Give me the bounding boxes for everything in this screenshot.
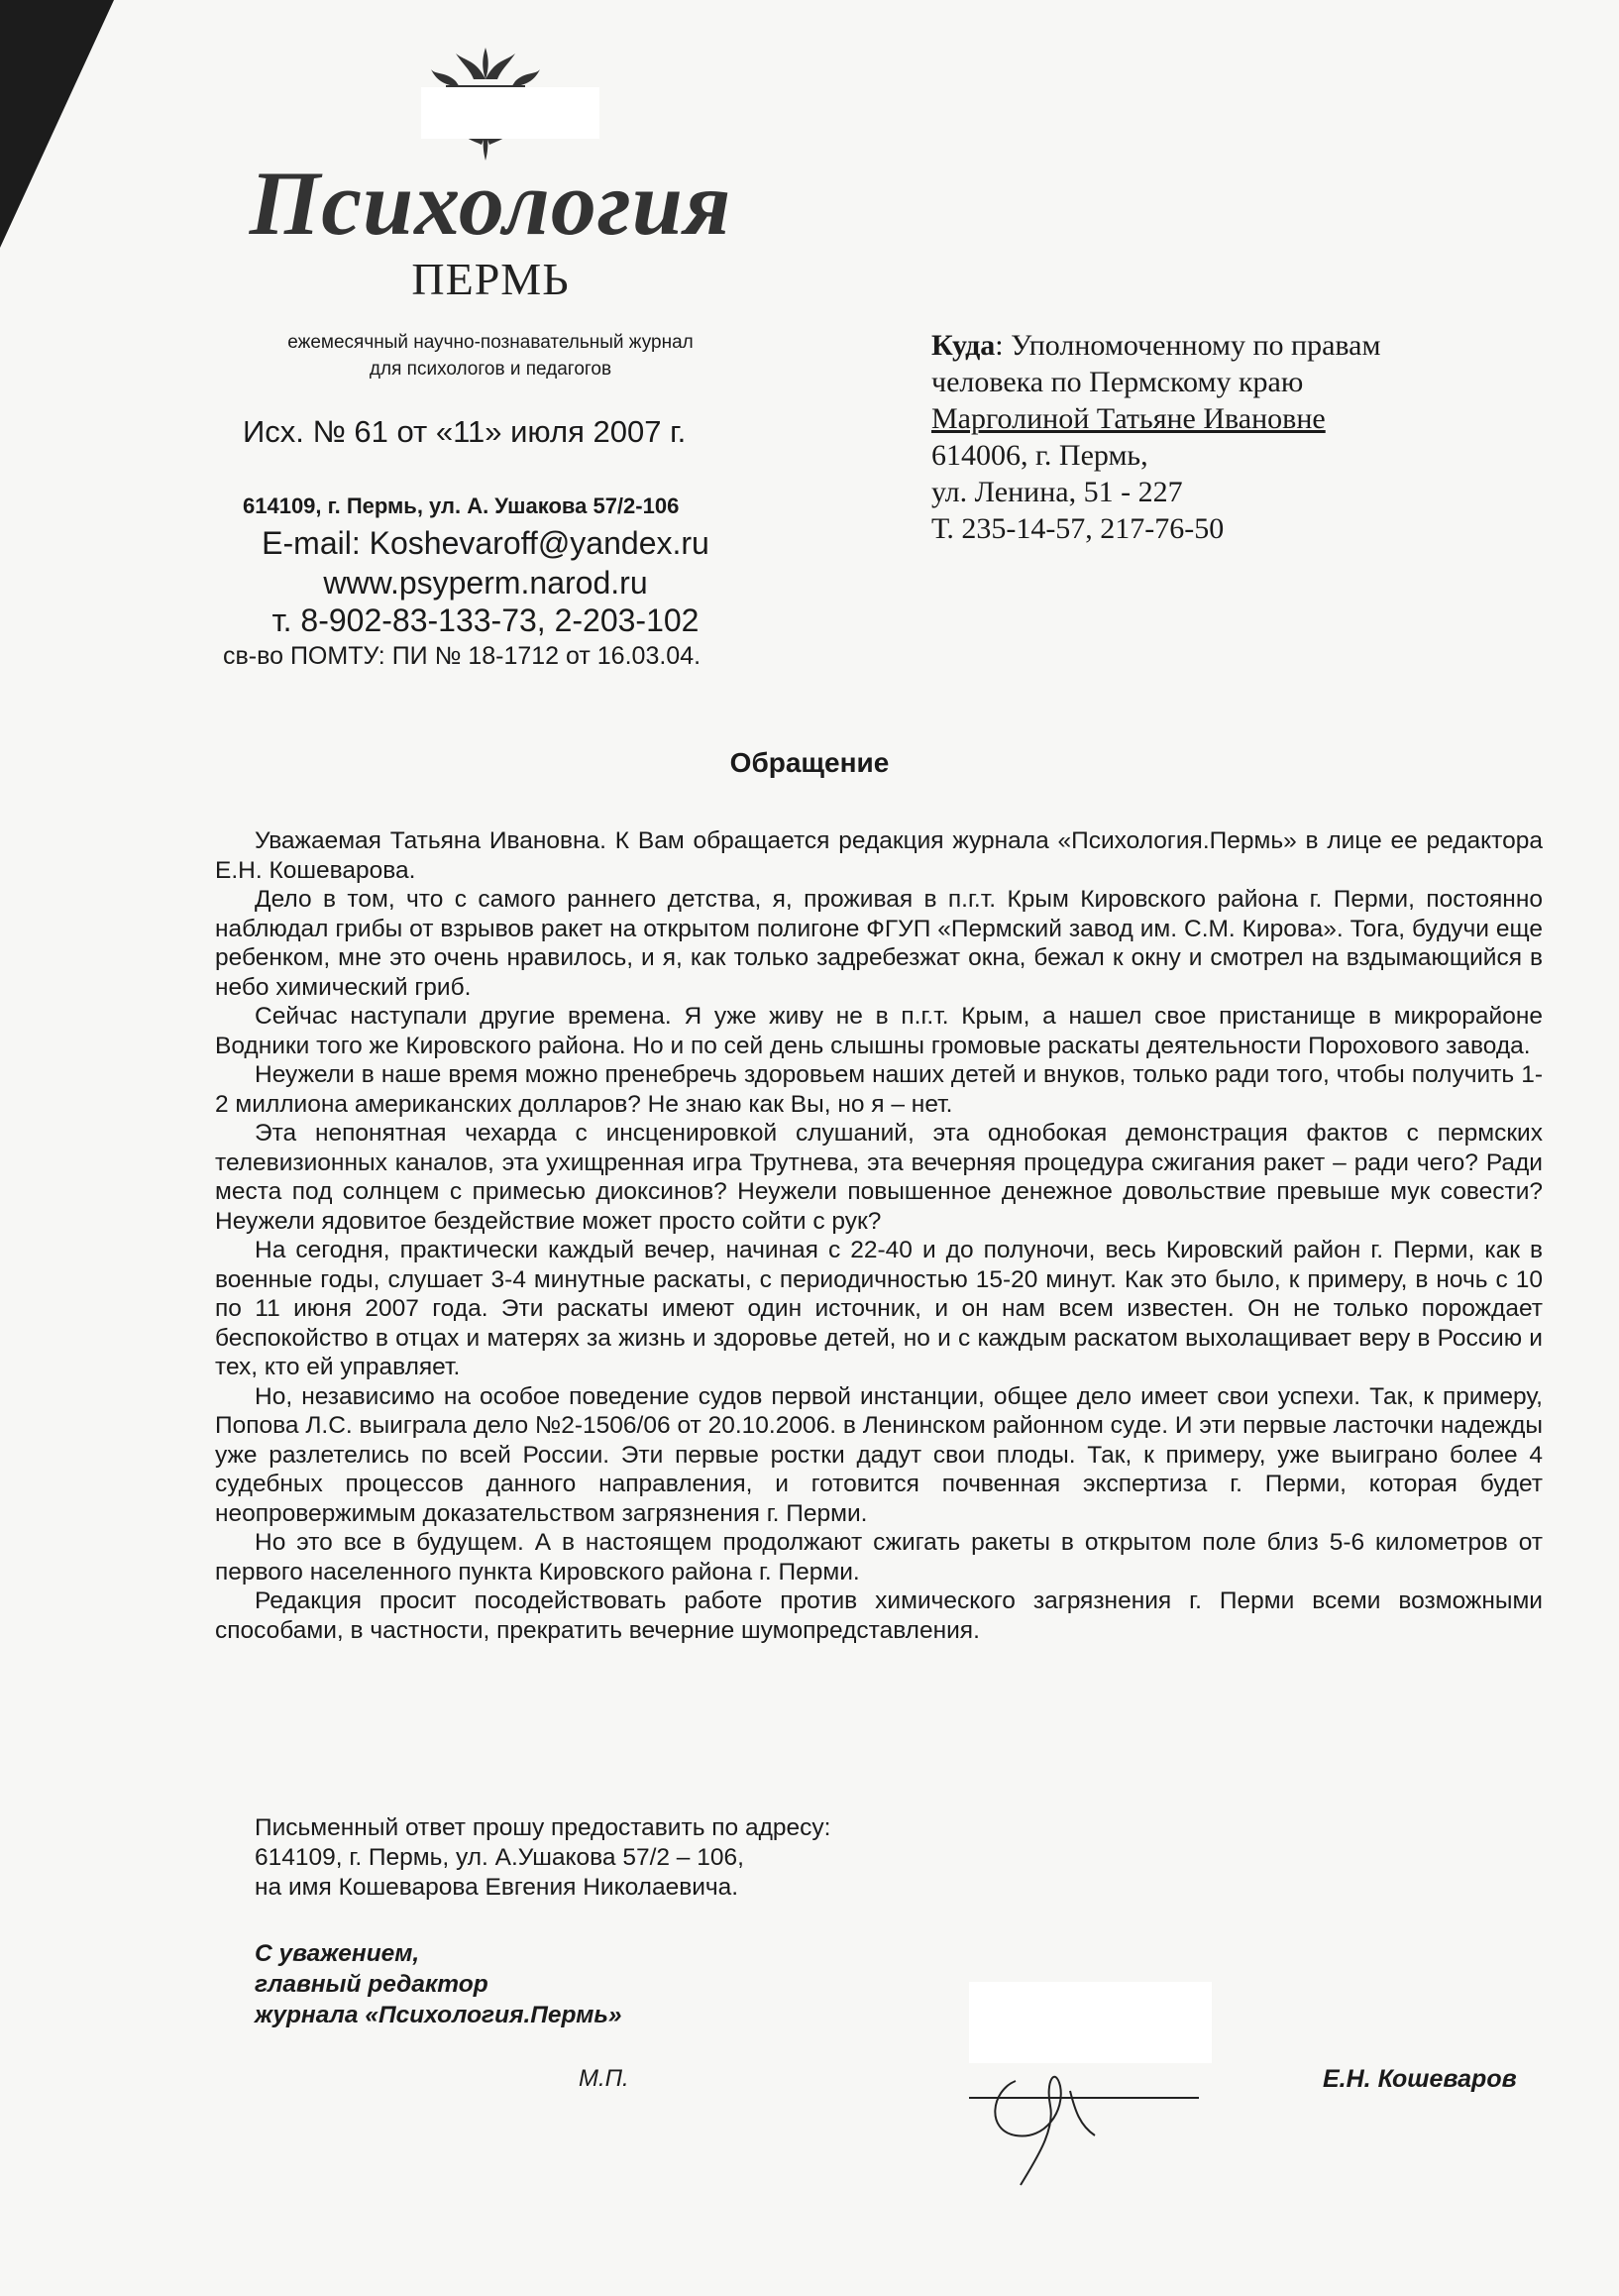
tagline-line-2: для психологов и педагогов (369, 359, 612, 380)
paragraph: Неужели в наше время можно пренебречь здоровьем наших детей и внуков, только ради того, чтобы получить 1-2 миллиона американских долларов? Не знаю как Вы, но я – нет. (215, 1061, 1543, 1118)
letter-heading: Обращение (729, 747, 890, 778)
logo-title: Психология (249, 153, 732, 254)
closing-line-3: журнала «Психология.Пермь» (255, 2002, 622, 2028)
reply-line-3: на имя Кошеварова Евгения Николаевича. (255, 1874, 739, 1901)
signature-image (976, 2051, 1194, 2190)
recipient-name: Марголиной Татьяне Ивановне (931, 402, 1326, 435)
signer-name: Е.Н. Кошеваров (1323, 2065, 1517, 2093)
reply-line-1: Письменный ответ прошу предоставить по адресу: (255, 1814, 831, 1841)
recipient-colon: : (995, 329, 1012, 362)
sender-registration: св-во ПОМТУ: ПИ № 18-1712 от 16.03.04. (223, 642, 702, 670)
recipient-line1: Уполномоченному по правам (1011, 329, 1381, 362)
paragraph: Дело в том, что с самого раннего детства, я, проживая в п.г.т. Крым Кировского района г. Перми, постоянно наблюдал грибы от взрывов ракет на открытом полигоне ФГУП «Пермский завод им. С.М. Кирова». Тога, будучи еще ребенком, мне это очень нравилось, и я, как только задребезжат окна, бежал к окну и смотрел на вздымающийся в небо химический гриб. (215, 886, 1543, 1001)
paragraph: На сегодня, практически каждый вечер, начиная с 22-40 и до полуночи, весь Кировский район г. Перми, как в военные годы, слушает 3-4 минутные раскаты, с периодичностью 15-20 минут. Как это было, к примеру, в ночь с 10 по 11 июня 2007 года. Эти раскаты имеют один источник, и он нам всем известен. Он не только порождает беспокойство в отцах и матерях за жизнь и здоровье детей, но и с каждым раскатом выхолащивает веру в Россию и тех, кто ей управляет. (215, 1237, 1543, 1380)
sender-email: E-mail: Koshevaroff@yandex.ru (262, 525, 709, 561)
paragraph: Но это все в будущем. А в настоящем продолжают сжигать ракеты в открытом поле близ 5-6 километров от первого населенного пункта Кировского района г. Перми. (215, 1529, 1543, 1585)
paragraph: Эта непонятная чехарда с инсценировкой слушаний, эта однобокая демонстрация фактов с пермских телевизионных каналов, эта ухищренная игра Трутнева, эта вечерняя процедура сжигания ракет – ради чего? Ради места под солнцем с примесью диоксинов? Неужели повышенное денежное довольствие превыше мук совести? Неужели ядовитое бездействие может просто сойти с рук? (215, 1120, 1543, 1235)
closing-line-2: главный редактор (255, 1971, 488, 1998)
sender-address: 614109, г. Пермь, ул. А. Ушакова 57/2-106 (243, 493, 680, 518)
reply-line-2: 614109, г. Пермь, ул. А.Ушакова 57/2 – 106, (255, 1844, 744, 1871)
closing-block (255, 1938, 849, 2030)
closing-line-1: С уважением, (255, 1940, 420, 1967)
paragraph: Сейчас наступали другие времена. Я уже живу не в п.г.т. Крым, а нашел свое пристанище в микрорайоне Водники того же Кировского района. Но и по сей день слышны громовые раскаты деятельности Порохового завода. (215, 1003, 1543, 1059)
letter-body (215, 826, 1543, 1645)
paragraph: Но, независимо на особое поведение судов первой инстанции, общее дело имеет свои успехи. Так, к примеру, Попова Л.С. выиграла дело №2-1506/06 от 20.10.2006. в Ленинском районном суде. И эти первые ласточки надежды уже разлетелись по всей России. Эти первые ростки дадут свои плоды. Так, к примеру, уже выиграно более 4 судебных процессов данного направления, и готовится почвенная экспертиза г. Перми, которая будет неопровержимым доказательством загрязнения г. Перми. (215, 1382, 1543, 1527)
reply-request (255, 1813, 1146, 1903)
stamp-placeholder: М.П. (579, 2065, 629, 2092)
paragraph: Уважаемая Татьяна Ивановна. К Вам обращается редакция журнала «Психология.Пермь» в лице ее редактора Е.Н. Кошеварова. (215, 827, 1543, 884)
recipient-line-1 (931, 327, 1466, 364)
redacted-area-top (421, 87, 599, 139)
logo-subtitle: ПЕРМЬ (411, 254, 570, 304)
paragraph: Редакция просит посодействовать работе против химического загрязнения г. Перми всеми возможными способами, в частности, прекратить вечерние шумопредставления. (215, 1587, 1543, 1644)
recipient-phone: Т. 235-14-57, 217-76-50 (931, 512, 1225, 545)
tagline-line-1: ежемесячный научно-познавательный журнал (287, 332, 694, 353)
scan-corner-shadow (0, 0, 114, 248)
sender-phone: т. 8-902-83-133-73, 2-203-102 (271, 602, 700, 638)
recipient-block (931, 327, 1466, 547)
recipient-street: ул. Ленина, 51 - 227 (931, 476, 1183, 508)
recipient-city: 614006, г. Пермь, (931, 439, 1148, 472)
recipient-to-label: Куда (931, 329, 996, 362)
logo-tagline (213, 329, 768, 383)
recipient-line2: человека по Пермскому краю (931, 366, 1304, 398)
sender-website: www.psyperm.narod.ru (323, 565, 648, 601)
outgoing-number: Исх. № 61 от «11» июля 2007 г. (243, 414, 687, 449)
